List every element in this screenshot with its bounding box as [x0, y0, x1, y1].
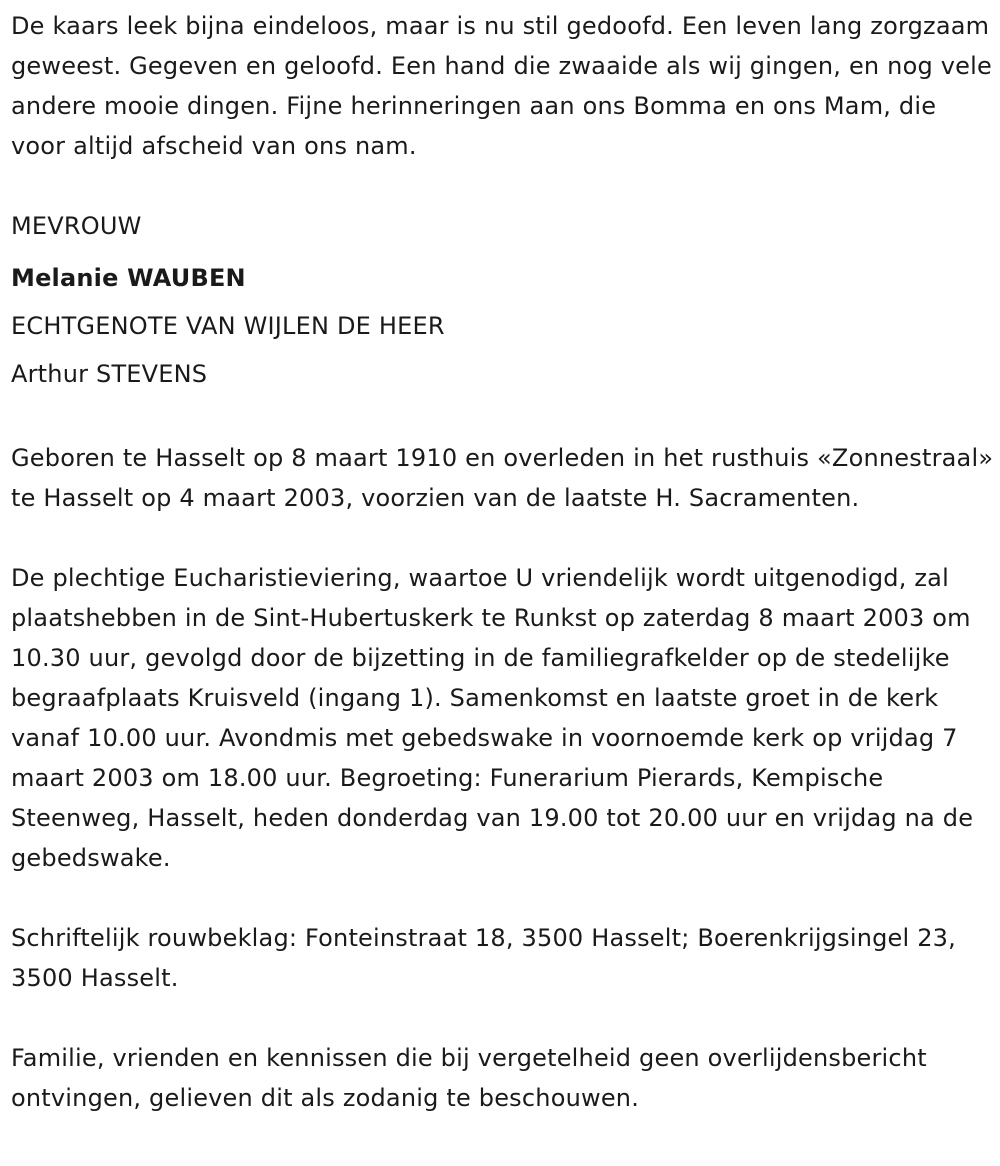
deceased-title: MEVROUW — [11, 212, 142, 240]
birth-death-paragraph: Geboren te Hasselt op 8 maart 1910 en overleden in het rusthuis «Zonnestraal» te Hasselt op 4 maart 2003, voorzien van de laatste H. Sacramenten. — [11, 444, 994, 512]
deceased-name: Melanie WAUBEN — [11, 264, 246, 292]
spouse-name: Arthur STEVENS — [11, 360, 208, 388]
deceased-relation: ECHTGENOTE VAN WIJLEN DE HEER — [11, 312, 445, 340]
closing-paragraph: Familie, vrienden en kennissen die bij vergetelheid geen overlijdensbericht ontvingen, gelieven dit als zodanig te beschouwen. — [11, 1044, 927, 1112]
deceased-block — [11, 206, 996, 398]
obituary-document — [11, 6, 996, 1118]
condolences-paragraph: Schriftelijk rouwbeklag: Fonteinstraat 18, 3500 Hasselt; Boerenkrijgsingel 23, 3500 Hasselt. — [11, 924, 956, 992]
intro-paragraph: De kaars leek bijna eindeloos, maar is nu stil gedoofd. Een leven lang zorgzaam geweest. Gegeven en geloofd. Een hand die zwaaide als wij gingen, en nog vele andere mooie dingen. Fijne herinneringen aan ons Bomma en ons Mam, die voor altijd afscheid van ons nam. — [11, 12, 992, 160]
ceremony-paragraph: De plechtige Eucharistieviering, waartoe U vriendelijk wordt uitgenodigd, zal plaatshebben in de Sint-Hubertuskerk te Runkst op zaterdag 8 maart 2003 om 10.30 uur, gevolgd door de bijzetting in de familiegrafkelder op de stedelijke begraafplaats Kruisveld (ingang 1). Samenkomst en laatste groet in de kerk vanaf 10.00 uur. Avondmis met gebedswake in voornoemde kerk op vrijdag 7 maart 2003 om 18.00 uur. Begroeting: Funerarium Pierards, Kempische Steenweg, Hasselt, heden donderdag van 19.00 tot 20.00 uur en vrijdag na de gebedswake. — [11, 564, 974, 872]
